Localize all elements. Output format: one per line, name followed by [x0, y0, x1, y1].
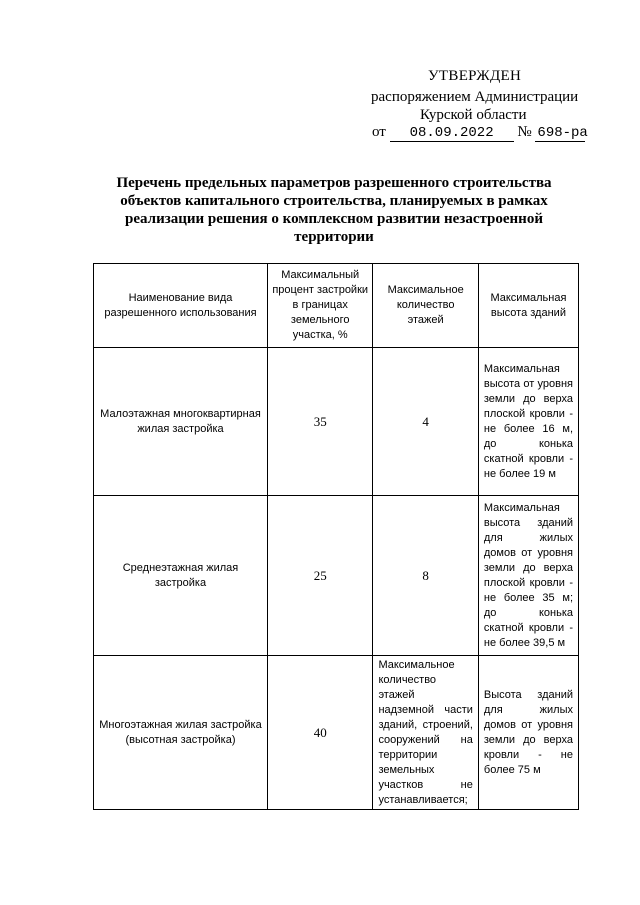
cell-height: Максимальная высота зданий для жилых домов от уровня земли до верха плоской кровли - не более 35 м; до конька скатной кровли - не более 39,5 м — [483, 501, 573, 649]
header-max-percent: Максимальный процент застройки в границах земельного участка, % — [267, 264, 372, 348]
number-label: № — [517, 124, 532, 140]
approval-line-region: Курской области — [420, 107, 527, 123]
cell-floors: 4 — [373, 348, 478, 496]
approval-title: УТВЕРЖДЕН — [428, 68, 522, 84]
from-label: от — [372, 124, 386, 140]
header-max-height: Максимальная высота зданий — [478, 264, 578, 348]
table-row — [94, 348, 579, 496]
table-header-row — [94, 264, 579, 348]
parameters-table — [93, 263, 579, 810]
document-title: Перечень предельных параметров разрешенного строительства объектов капитального строительства, планируемых в рамках реализации решения о комплексном развитии незастроенной территории — [116, 175, 552, 245]
cell-percent: 35 — [267, 348, 372, 496]
cell-percent: 25 — [267, 496, 372, 656]
approval-number: 698-ра — [537, 125, 588, 141]
cell-height: Высота зданий для жилых домов от уровня земли до верха кровли - не более 75 м — [483, 688, 573, 776]
cell-height: Максимальная высота от уровня земли до верха плоской кровли - не более 16 м, до конька скатной кровли - не более 19 м — [483, 362, 573, 480]
cell-floors: Максимальное количество этажей надземной части зданий, строений, сооружений на территории земельных участков не устанавливается; — [378, 658, 473, 806]
approval-date: 08.09.2022 — [390, 125, 514, 142]
cell-use-type: Многоэтажная жилая застройка (высотная застройка) — [94, 656, 268, 810]
cell-percent: 40 — [267, 656, 372, 810]
approval-date-row — [372, 124, 588, 142]
cell-floors: 8 — [373, 496, 478, 656]
table-row — [94, 496, 579, 656]
header-max-floors: Максимальное количество этажей — [373, 264, 478, 348]
cell-use-type: Среднеэтажная жилая застройка — [94, 496, 268, 656]
cell-use-type: Малоэтажная многоквартирная жилая застройка — [94, 348, 268, 496]
header-use-type: Наименование вида разрешенного использования — [94, 264, 268, 348]
approval-line-authority: распоряжением Администрации — [371, 89, 579, 105]
table-row — [94, 656, 579, 810]
